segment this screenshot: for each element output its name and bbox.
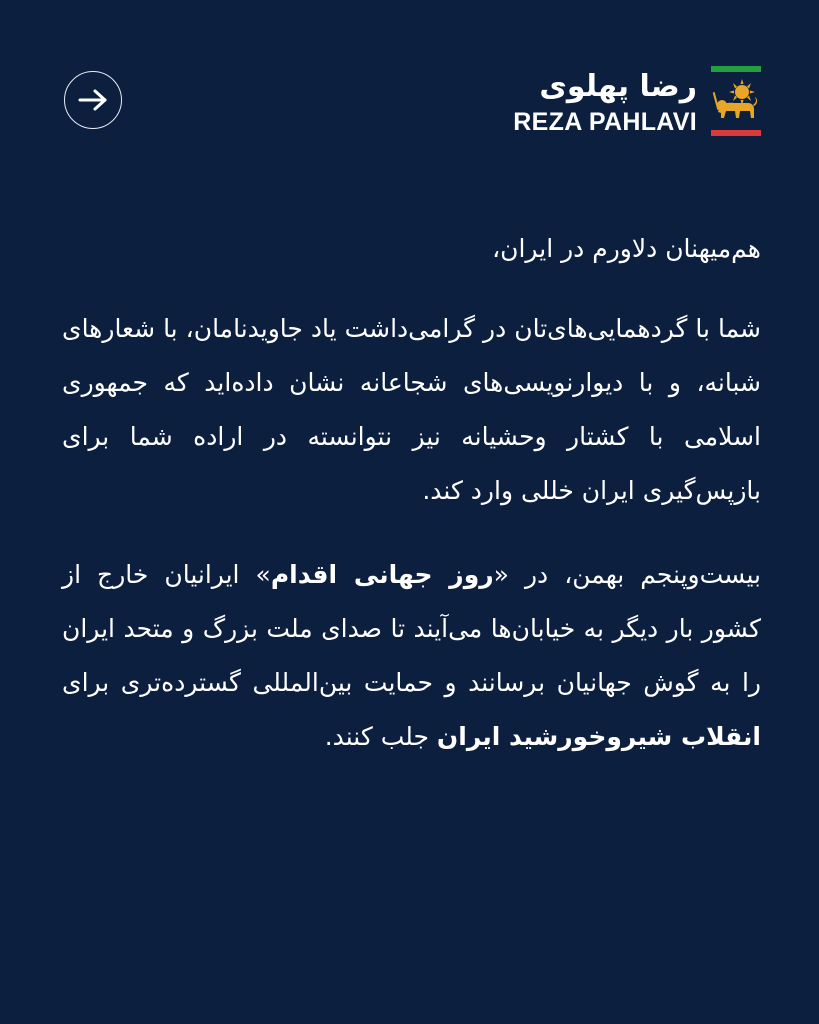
paragraph-2-part-1: بیست‌وپنجم بهمن، در « xyxy=(493,560,761,589)
paragraph-2-part-3: جلب کنند. xyxy=(324,722,437,751)
greeting-text: هم‌میهنان دلاورم در ایران، xyxy=(492,234,761,263)
lion-and-sun-icon xyxy=(712,78,760,124)
brand-text xyxy=(513,67,697,137)
brand-name-english: REZA PAHLAVI xyxy=(513,108,697,136)
flag-green-stripe xyxy=(711,66,761,72)
paragraph-2-part-2: » ایرانیان خارج از کشور بار دیگر به خیابان‌ها می‌آیند تا صدای ملت بزرگ و متحد ایران را به گوش جهانیان برسانند و حمایت بین‌المللی گسترده‌تری برای xyxy=(62,560,761,697)
brand-logo xyxy=(513,64,761,140)
brand-name-persian: رضا پهلوی xyxy=(539,69,697,104)
paragraph-2 xyxy=(62,548,761,764)
paragraph-1: شما با گردهمایی‌های‌تان در گرامی‌داشت یاد جاویدنامان، با شعارهای شبانه، و با دیوارنویسی‌های شجاعانه نشان داده‌اید که جمهوری اسلامی با کشتار وحشیانه نیز نتوانسته در اراده شما برای بازپس‌گیری ایران خللی وارد کند. xyxy=(62,314,761,505)
arrow-right-icon xyxy=(76,88,110,112)
flag-red-stripe xyxy=(711,130,761,136)
next-button[interactable] xyxy=(64,71,122,129)
bold-phrase-world-day: روز جهانی اقدام xyxy=(270,560,494,589)
message-body xyxy=(62,222,761,794)
bold-phrase-revolution: انقلاب شیروخورشید ایران xyxy=(436,722,761,751)
flag-emblem xyxy=(711,64,761,140)
